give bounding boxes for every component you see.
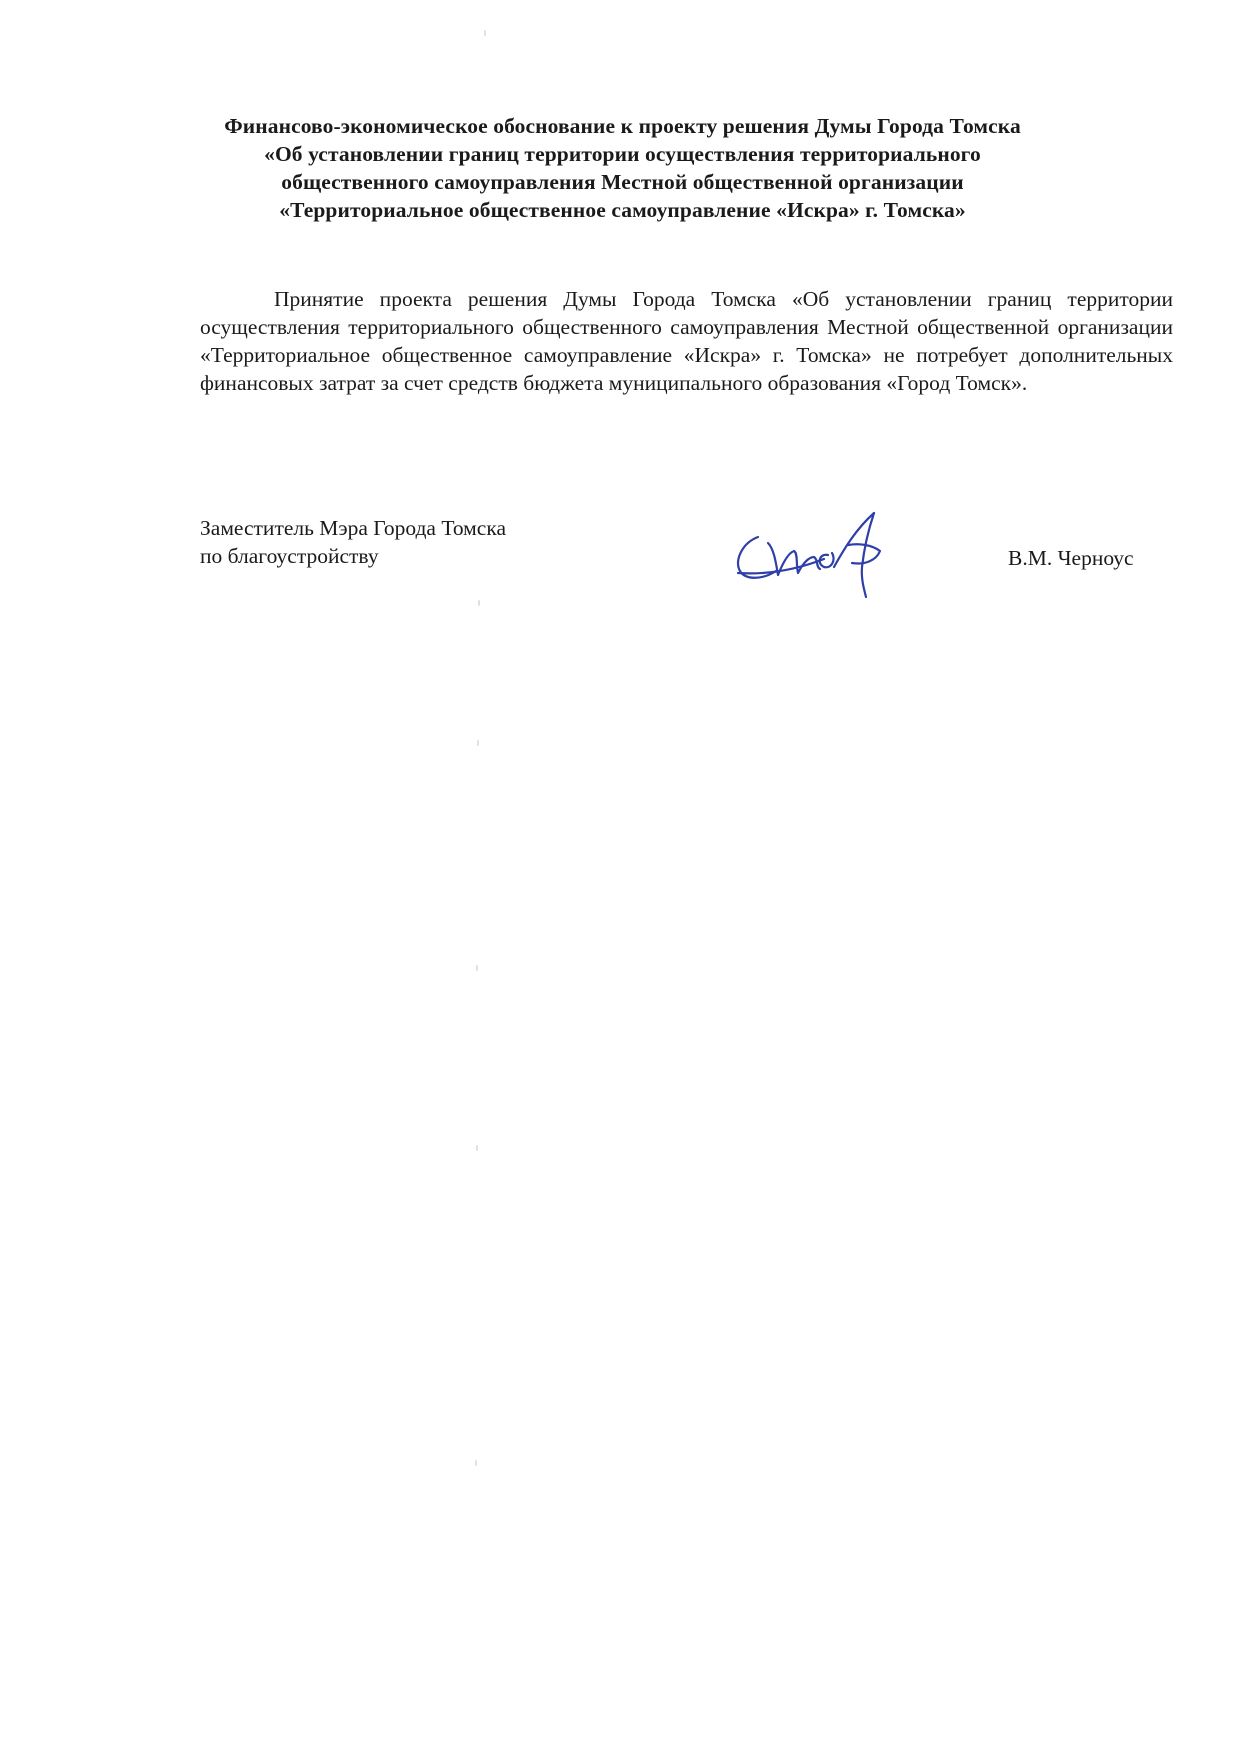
title-line: «Территориальное общественное самоуправление «Искра» г. Томска» — [279, 198, 966, 222]
title-line: общественного самоуправления Местной общественной организации — [281, 170, 964, 194]
document-title — [170, 112, 1075, 224]
title-line: «Об установлении границ территории осуществления территориального — [264, 142, 981, 166]
scan-artifact — [476, 1145, 478, 1151]
signer-position-line: Заместитель Мэра Города Томска — [200, 516, 506, 540]
signer-position — [200, 514, 506, 570]
signer-position-line: по благоустройству — [200, 544, 379, 568]
title-line: Финансово-экономическое обоснование к проекту решения Думы Города Томска — [224, 114, 1021, 138]
scan-artifact — [476, 965, 478, 971]
scan-artifact — [477, 740, 479, 746]
signer-name: В.М. Черноус — [1008, 546, 1134, 570]
handwritten-signature — [728, 509, 898, 601]
scan-artifact — [484, 30, 486, 36]
scan-artifact — [475, 1460, 477, 1466]
scan-artifact — [478, 600, 480, 606]
body-paragraph: Принятие проекта решения Думы Города Томска «Об установлении границ территории осуществления территориального общественного самоуправления Местной общественной организации «Территориальное общественное самоуправление «Искра» г. Томска» не потребует дополнительных финансовых затрат за счет средств бюджета муниципального образования «Город Томск». — [200, 287, 1173, 395]
